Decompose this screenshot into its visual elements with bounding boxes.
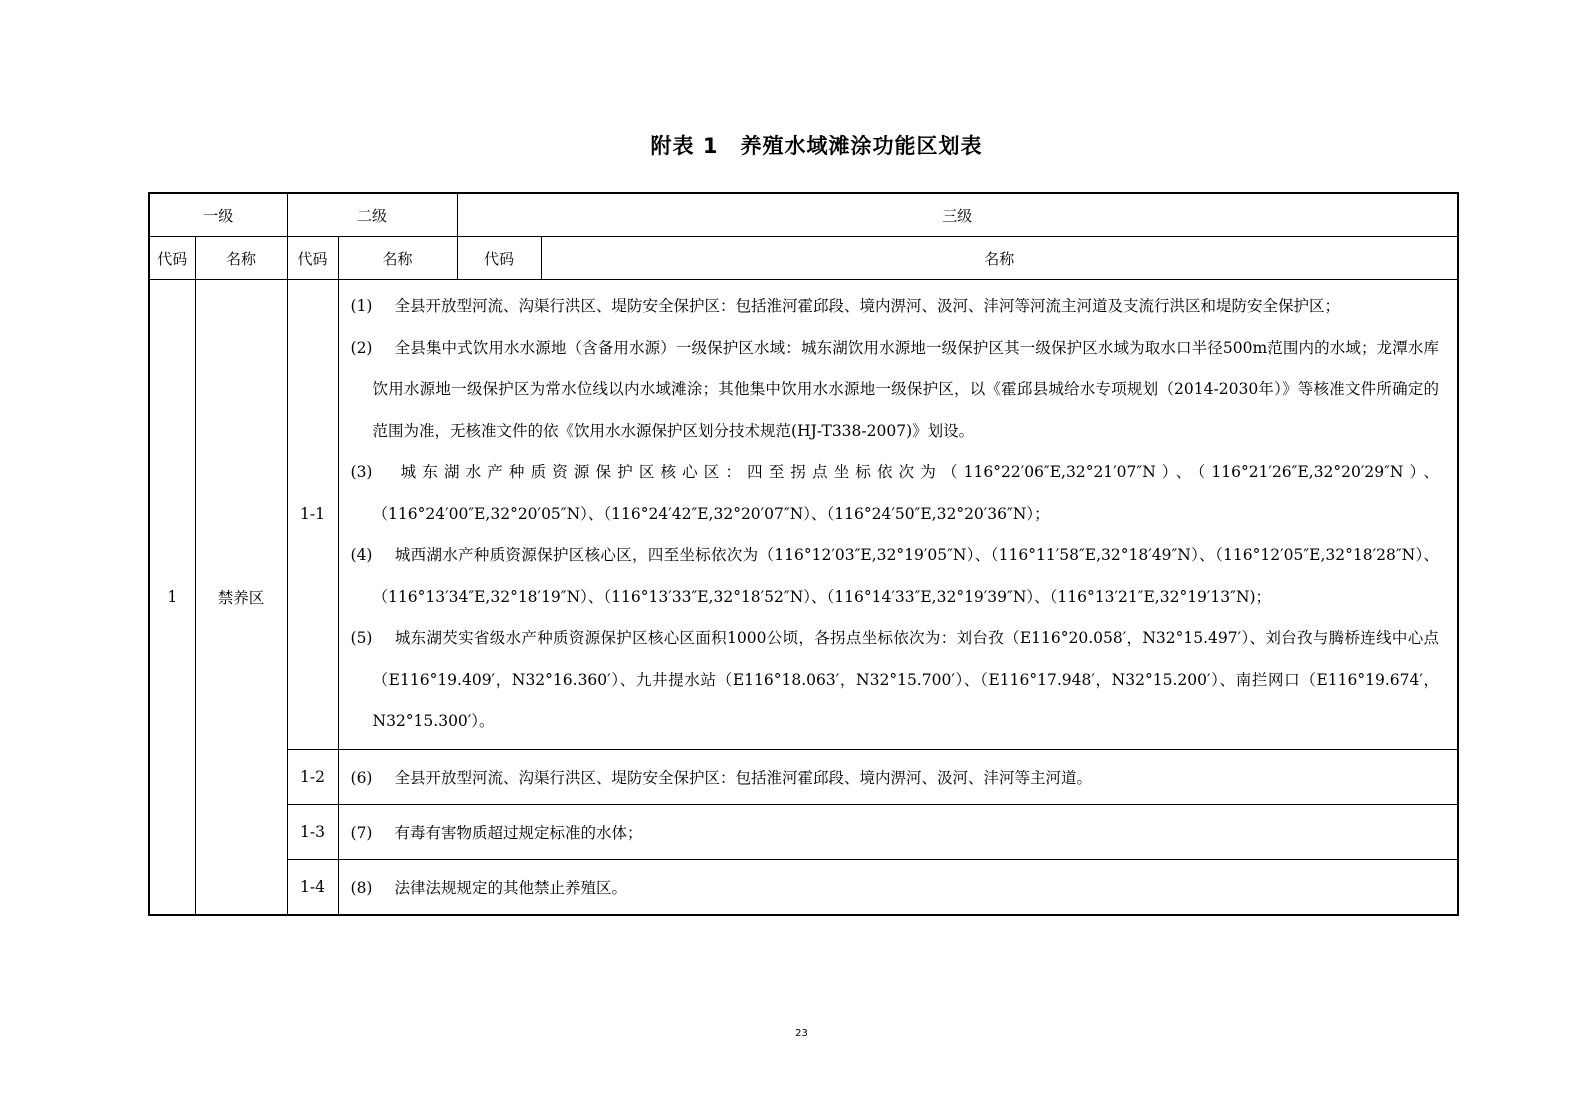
table-row [149, 749, 1458, 804]
list-item: (2) 全县集中式饮用水水源地（含备用水源）一级保护区水域：城东湖饮用水源地一级保护区其一级保护区水域为取水口半径500m范围内的水域；龙潭水库饮用水源地一级保护区为常水位线以内水域滩涂；其他集中饮用水水源地一级保护区，以《霍邱县城给水专项规划（2014-2030年）》等核准文件所确定的范围为准，无核准文件的依《饮用水水源保护区划分技术规范(HJ-T338-2007)》划设。 [350, 338, 1440, 440]
header-level2-name: 名称 [338, 237, 457, 280]
subzone-code: 1-3 [287, 804, 338, 859]
list-item: (5) 城东湖芡实省级水产种质资源保护区核心区面积1000公顷，各拐点坐标依次为：刘台孜（E116°20.058′，N32°15.497′）、刘台孜与腾桥连线中心点（E116°19.409′，N32°16.360′）、九井提水站（E116°18.063′，N32°15.700′）、（E116°17.948′，N32°15.200′）、南拦网口（E116°19.674′，N32°15.300′）。 [350, 629, 1440, 730]
subzone-code: 1-2 [287, 749, 338, 804]
title-prefix: 附表 1 [650, 134, 719, 158]
header-level2-code: 代码 [287, 237, 338, 280]
subzone-code: 1-4 [287, 859, 338, 915]
list-item: (8) 法律法规规定的其他禁止养殖区。 [338, 859, 1458, 915]
zone-code: 1 [149, 280, 195, 915]
header-level2: 二级 [287, 193, 457, 237]
page-title [0, 130, 1583, 160]
list-item: (1) 全县开放型河流、沟渠行洪区、堤防安全保护区：包括淮河霍邱段、境内淠河、汲河、沣河等河流主河道及支流行洪区和堤防安全保护区； [350, 297, 1341, 315]
list-item: (4) 城西湖水产种质资源保护区核心区，四至坐标依次为（116°12′03″E,32°19′05″N）、（116°11′58″E,32°18′49″N）、（116°12′05″E,32°18′28″N）、（116°13′34″E,32°18′19″N）、（116°13′33″E,32°18′52″N）、（116°14′33″E,32°19′39″N）、（116°13′21″E,32°19′13″N)； [350, 546, 1440, 606]
title-main: 养殖水域滩涂功能区划表 [740, 134, 983, 158]
subzone-code: 1-1 [287, 280, 338, 750]
header-level3-name: 名称 [541, 237, 1458, 280]
list-item: (3) 城东湖水产种质资源保护区核心区：四至拐点坐标依次为（116°22′06″E,32°21′07″N）、（116°21′26″E,32°20′29″N）、（116°24′00″E,32°20′05″N）、（116°24′42″E,32°20′07″N）、（116°24′50″E,32°20′36″N）； [350, 463, 1440, 523]
header-level1: 一级 [149, 193, 287, 237]
zone-name: 禁养区 [195, 280, 287, 915]
header-level3: 三级 [457, 193, 1458, 237]
header-row-levels [149, 193, 1458, 237]
header-level3-code: 代码 [457, 237, 541, 280]
header-row-fields [149, 237, 1458, 280]
table-row [149, 804, 1458, 859]
list-item: (7) 有毒有害物质超过规定标准的水体； [338, 804, 1458, 859]
zoning-table [148, 192, 1459, 916]
subzone-items [338, 280, 1458, 750]
page-number: 23 [795, 1028, 808, 1039]
header-level1-code: 代码 [149, 237, 195, 280]
header-level1-name: 名称 [195, 237, 287, 280]
table-row [149, 859, 1458, 915]
list-item: (6) 全县开放型河流、沟渠行洪区、堤防安全保护区：包括淮河霍邱段、境内淠河、汲河、沣河等主河道。 [338, 749, 1458, 804]
table-row [149, 280, 1458, 750]
